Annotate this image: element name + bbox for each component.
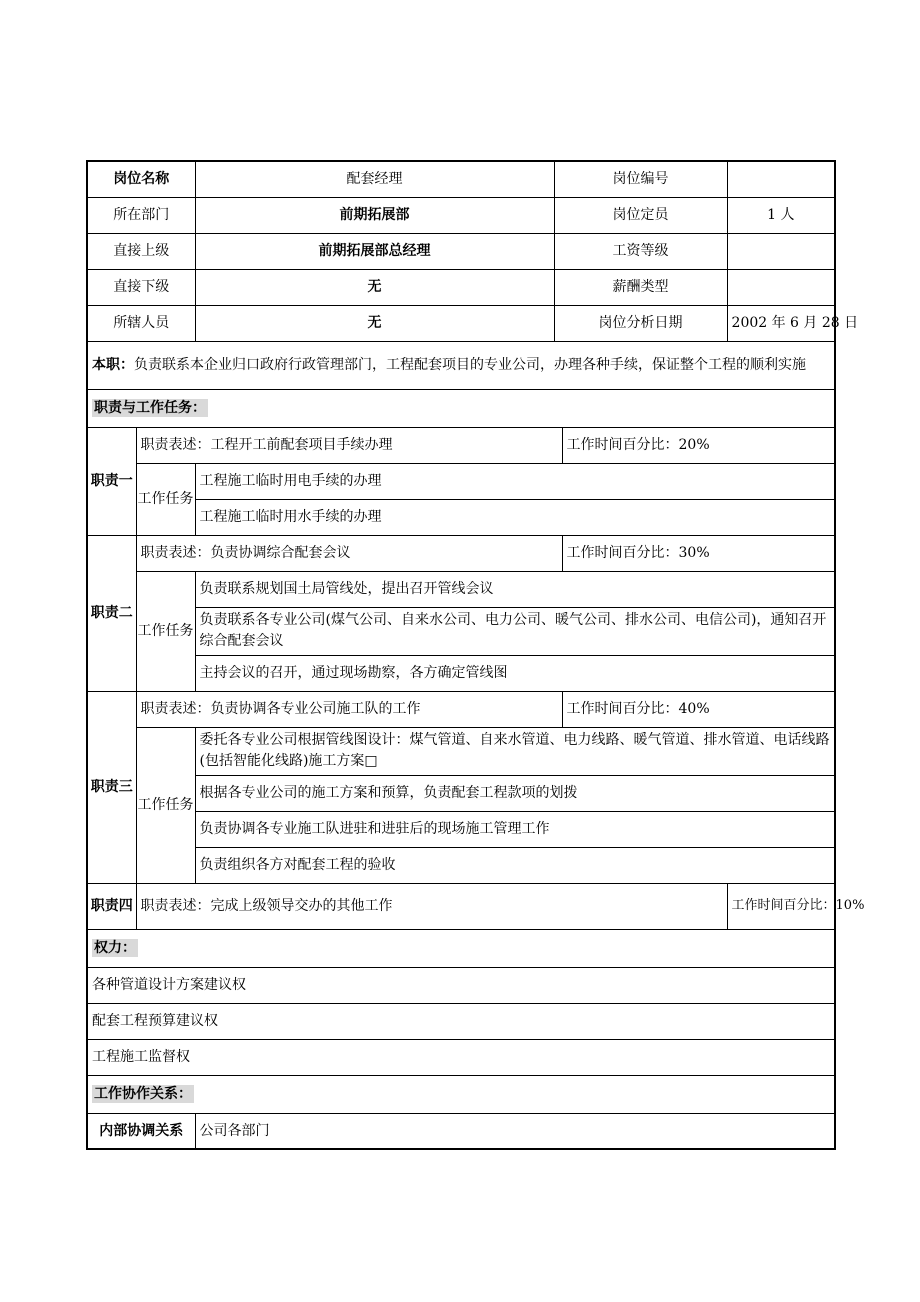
duty-2-percent: 工作时间百分比：30% [562,535,835,571]
duty-2-work-task-label: 工作任务 [136,571,195,691]
label-analysis-date: 岗位分析日期 [554,305,727,341]
power-item-row [87,1039,835,1075]
header-row-supervisor [87,233,835,269]
value-headcount: 1 人 [727,197,835,233]
power-item-row [87,967,835,1003]
value-staff: 无 [195,305,554,341]
duties-section-row [87,389,835,427]
duty-1-task-1: 工程施工临时用电手续的办理 [195,463,835,499]
cooperation-section-title: 工作协作关系： [87,1075,835,1113]
job-description-table [86,160,865,1150]
core-duty-row [87,341,835,389]
duty-1-statement: 职责表述：工程开工前配套项目手续办理 [136,427,562,463]
duty-2-label: 职责二 [87,535,136,691]
label-staff: 所辖人员 [87,305,195,341]
power-item-2: 配套工程预算建议权 [87,1003,835,1039]
duty-2-task-row [87,655,835,691]
duty-1-task-2: 工程施工临时用水手续的办理 [195,499,835,535]
power-item-1: 各种管道设计方案建议权 [87,967,835,1003]
value-analysis-date: 2002 年 6 月 28 日 [727,305,835,341]
duty-1-work-task-label: 工作任务 [136,463,195,535]
core-duty-label: 本职： [92,356,134,373]
duty-3-task-row [87,727,835,775]
value-position-number [727,161,835,197]
duty-3-task-row [87,811,835,847]
header-row-staff [87,305,835,341]
duty-3-task-row [87,847,835,883]
duty-4-percent: 工作时间百分比：10% [727,883,835,929]
duty-1-statement-row [87,427,835,463]
label-salary-grade: 工资等级 [554,233,727,269]
duty-3-task-row [87,775,835,811]
duty-1-task-row [87,499,835,535]
duty-2-statement: 职责表述：负责协调综合配套会议 [136,535,562,571]
value-position-name: 配套经理 [195,161,554,197]
duty-3-task-1: 委托各专业公司根据管线图设计：煤气管道、自来水管道、电力线路、暖气管道、排水管道、电话线路(包括智能化线路)施工方案□ [195,727,835,775]
job-description-document [86,160,865,1150]
duty-2-task-1: 负责联系规划国土局管线处，提出召开管线会议 [195,571,835,607]
duty-2-task-row [87,607,835,655]
header-row-department [87,197,835,233]
header-row-subordinate [87,269,835,305]
duty-4-statement: 职责表述：完成上级领导交办的其他工作 [136,883,727,929]
duty-1-task-row [87,463,835,499]
duty-4-label: 职责四 [87,883,136,929]
label-position-number: 岗位编号 [554,161,727,197]
duty-3-task-4: 负责组织各方对配套工程的验收 [195,847,835,883]
duty-3-percent: 工作时间百分比：40% [562,691,835,727]
duty-4-statement-row [87,883,835,929]
label-supervisor: 直接上级 [87,233,195,269]
duty-2-statement-row [87,535,835,571]
value-subordinate: 无 [195,269,554,305]
duty-1-label: 职责一 [87,427,136,535]
duty-2-task-2: 负责联系各专业公司(煤气公司、自来水公司、电力公司、暖气公司、排水公司、电信公司)，通知召开综合配套会议 [195,607,835,655]
power-section-row [87,929,835,967]
internal-coordination-label: 内部协调关系 [87,1113,195,1149]
power-item-3: 工程施工监督权 [87,1039,835,1075]
duty-3-statement-row [87,691,835,727]
duty-1-percent: 工作时间百分比：20% [562,427,835,463]
internal-coordination-row [87,1113,835,1149]
duty-3-task-2: 根据各专业公司的施工方案和预算，负责配套工程款项的划拨 [195,775,835,811]
power-item-row [87,1003,835,1039]
duty-3-task-3: 负责协调各专业施工队进驻和进驻后的现场施工管理工作 [195,811,835,847]
duty-2-task-row [87,571,835,607]
duty-3-label: 职责三 [87,691,136,883]
duty-3-statement: 职责表述：负责协调各专业公司施工队的工作 [136,691,562,727]
label-subordinate: 直接下级 [87,269,195,305]
value-pay-type [727,269,835,305]
value-department: 前期拓展部 [195,197,554,233]
label-headcount: 岗位定员 [554,197,727,233]
label-position-name: 岗位名称 [87,161,195,197]
core-duty-cell [87,341,835,389]
value-supervisor: 前期拓展部总经理 [195,233,554,269]
duties-section-title: 职责与工作任务： [87,389,835,427]
label-pay-type: 薪酬类型 [554,269,727,305]
label-department: 所在部门 [87,197,195,233]
internal-coordination-value: 公司各部门 [195,1113,835,1149]
duty-3-work-task-label: 工作任务 [136,727,195,883]
power-section-title: 权力： [87,929,835,967]
core-duty-text: 负责联系本企业归口政府行政管理部门，工程配套项目的专业公司，办理各种手续，保证整个工程的顺利实施 [134,356,806,373]
header-row-position-name [87,161,835,197]
duty-2-task-3: 主持会议的召开，通过现场勘察，各方确定管线图 [195,655,835,691]
cooperation-section-row [87,1075,835,1113]
value-salary-grade [727,233,835,269]
